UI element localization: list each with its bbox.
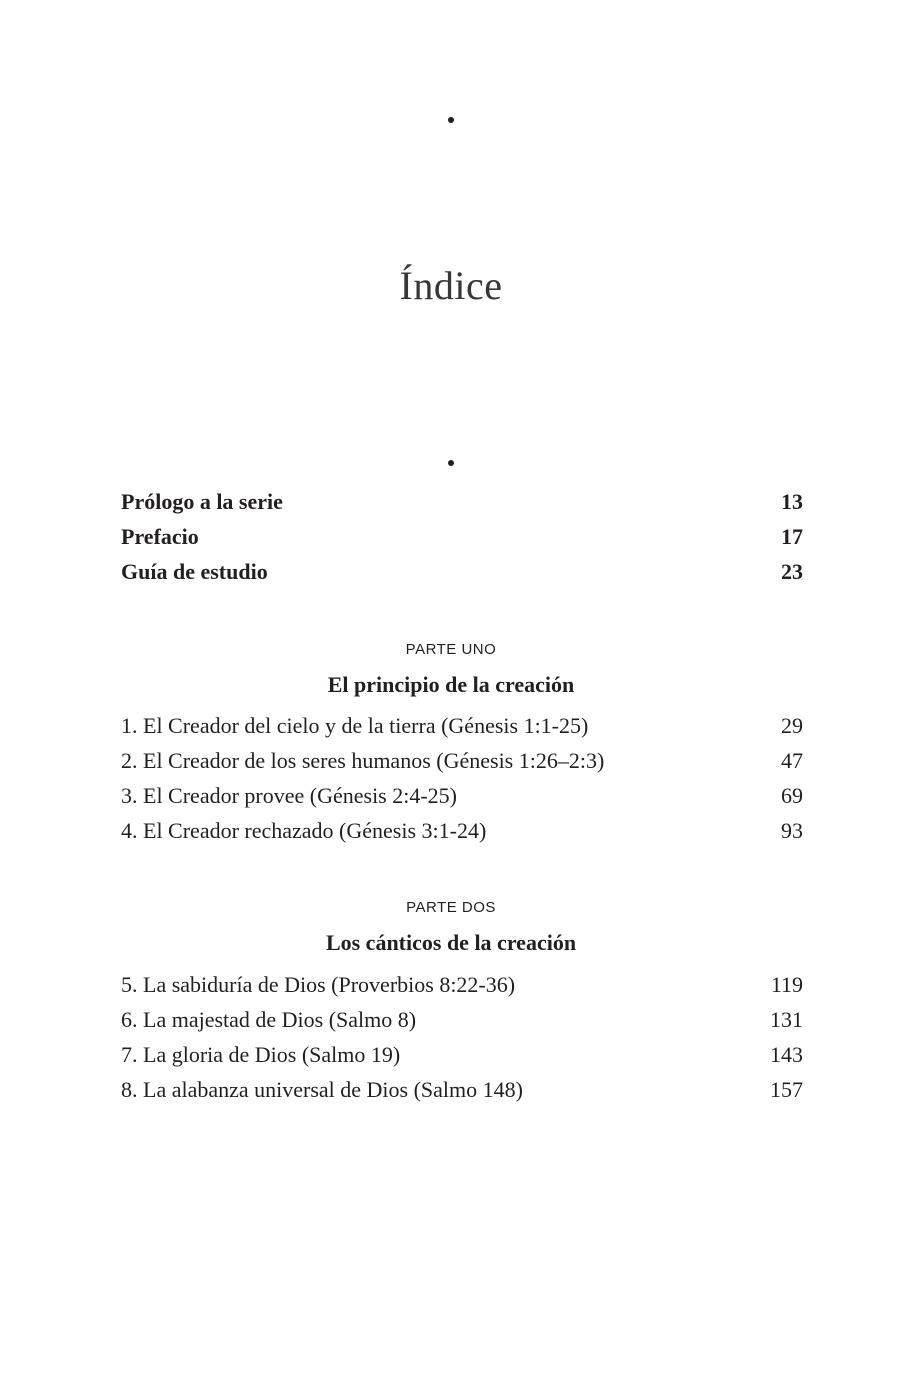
- toc-entry-label: Prefacio: [121, 524, 199, 549]
- toc-entry[interactable]: [121, 1072, 803, 1107]
- part-two-chapter-list: [121, 967, 803, 1107]
- toc-entry-page: 119: [770, 972, 803, 997]
- toc-entry[interactable]: [121, 743, 803, 778]
- toc-entry[interactable]: [121, 813, 803, 848]
- toc-entry[interactable]: [121, 554, 803, 589]
- toc-entry-page: 17: [781, 524, 803, 549]
- toc-entry-label: 3. El Creador provee (Génesis 2:4-25): [121, 783, 458, 808]
- part-two-title: Los cánticos de la creación: [325, 930, 577, 955]
- toc-entry-label: 5. La sabiduría de Dios (Proverbios 8:22-36): [121, 972, 516, 997]
- toc-entry-page: 47: [781, 748, 803, 773]
- toc-entry-label: 1. El Creador del cielo y de la tierra (Génesis 1:1-25): [121, 713, 589, 738]
- toc-entry-label: Guía de estudio: [121, 559, 268, 584]
- part-one-title: El principio de la creación: [327, 672, 575, 697]
- toc-entry-page: 69: [781, 783, 803, 808]
- part-one-label: PARTE UNO: [405, 641, 497, 658]
- toc-entry-label: 7. La gloria de Dios (Salmo 19): [121, 1042, 401, 1067]
- part-two-label: PARTE DOS: [406, 899, 496, 916]
- toc-entry-label: 6. La majestad de Dios (Salmo 8): [121, 1007, 417, 1032]
- toc-entry-page: 93: [781, 818, 803, 843]
- toc-entry[interactable]: [121, 967, 803, 1002]
- front-matter-list: [121, 484, 803, 589]
- toc-entry[interactable]: [121, 708, 803, 743]
- toc-entry-label: Prólogo a la serie: [121, 489, 283, 514]
- toc-entry[interactable]: [121, 778, 803, 813]
- toc-entry-page: 131: [770, 1007, 803, 1032]
- toc-entry-label: 2. El Creador de los seres humanos (Génesis 1:26–2:3): [121, 748, 605, 773]
- toc-entry[interactable]: [121, 484, 803, 519]
- toc-entry-page: 23: [781, 559, 803, 584]
- page-title: Índice: [399, 263, 503, 308]
- toc-entry[interactable]: [121, 1002, 803, 1037]
- toc-entry[interactable]: [121, 1037, 803, 1072]
- ornament-dot-middle: [448, 460, 454, 466]
- toc-entry-label: 8. La alabanza universal de Dios (Salmo 148): [121, 1077, 523, 1102]
- toc-entry-label: 4. El Creador rechazado (Génesis 3:1-24): [121, 818, 487, 843]
- toc-entry-page: 29: [781, 713, 803, 738]
- toc-entry[interactable]: [121, 519, 803, 554]
- toc-entry-page: 143: [770, 1042, 803, 1067]
- toc-entry-page: 157: [770, 1077, 803, 1102]
- ornament-dot-top: [448, 117, 454, 123]
- toc-entry-page: 13: [781, 489, 803, 514]
- part-one-chapter-list: [121, 708, 803, 848]
